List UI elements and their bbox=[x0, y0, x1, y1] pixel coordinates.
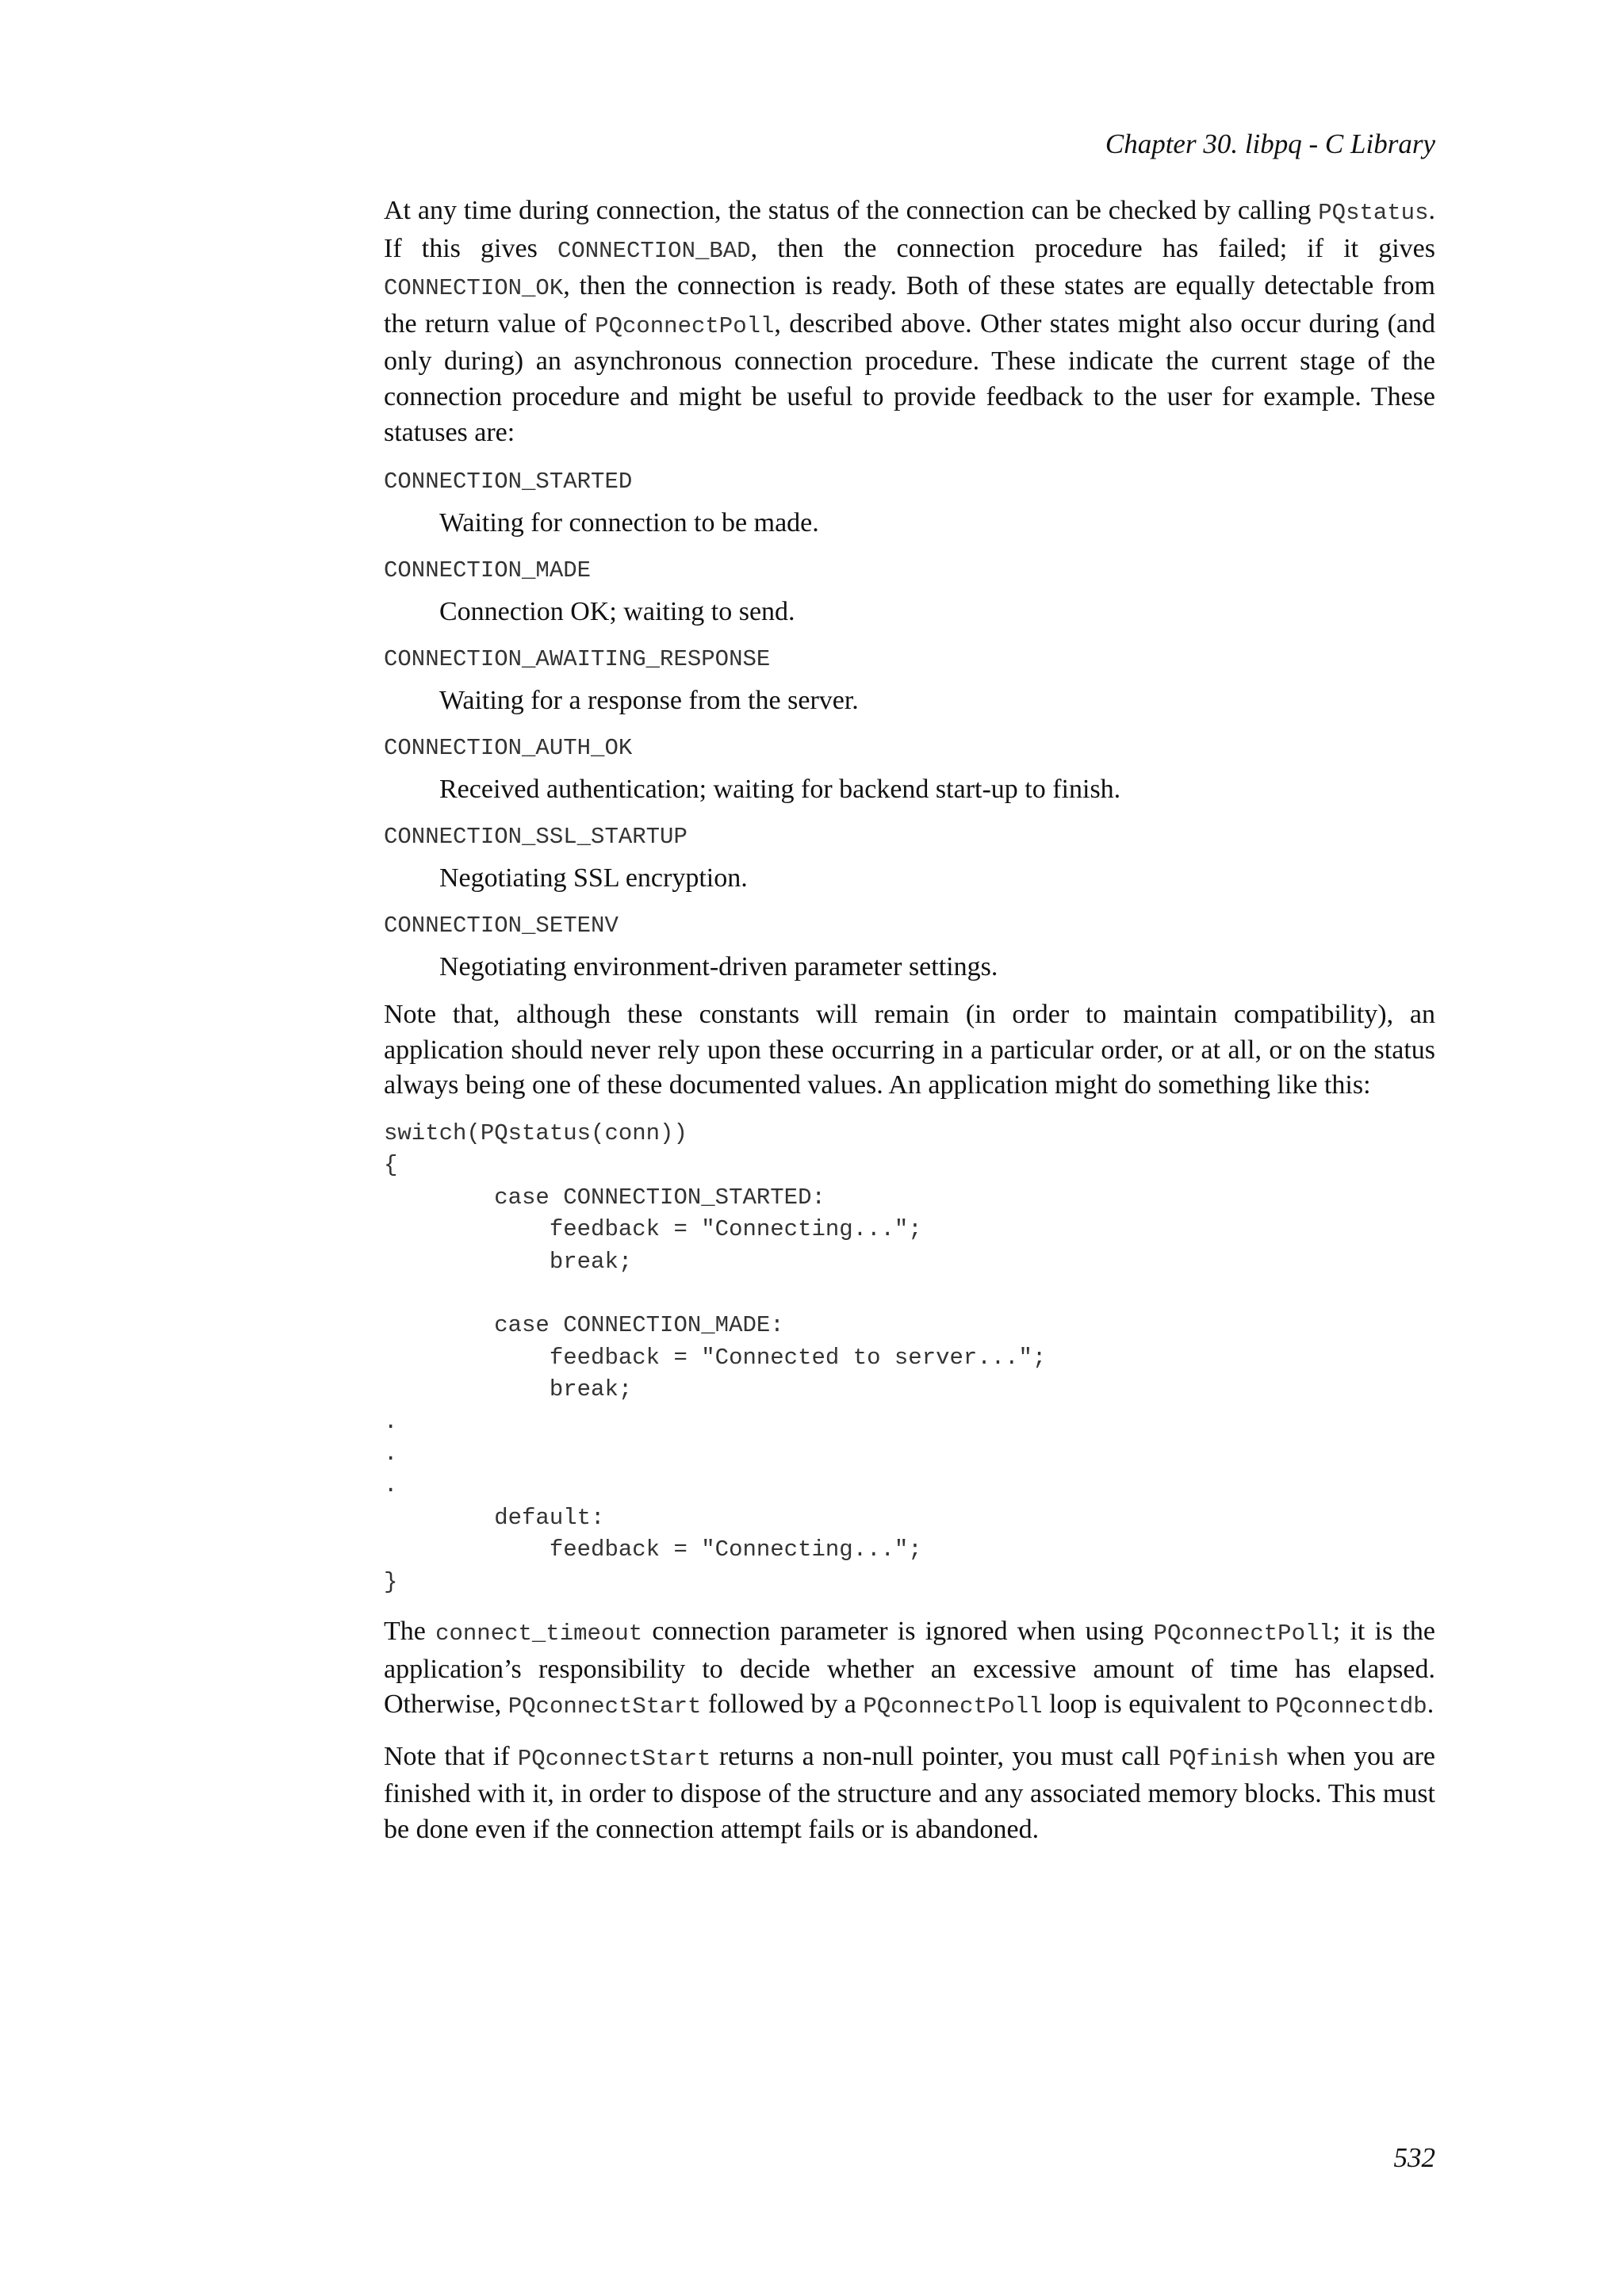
intro-text-2: . If this gives bbox=[384, 196, 1435, 263]
pqfinish-code: PQfinish bbox=[1168, 1745, 1279, 1772]
timeout-text-5: loop is equivalent to bbox=[1042, 1689, 1276, 1720]
pqstatus-code: PQstatus bbox=[1318, 200, 1429, 226]
finish-paragraph bbox=[384, 1739, 1435, 1848]
pqconnectpoll-code: PQconnectPoll bbox=[595, 312, 775, 339]
connect-timeout-code: connect_timeout bbox=[435, 1621, 643, 1647]
status-term: CONNECTION_SSL_STARTUP bbox=[384, 824, 688, 851]
status-list bbox=[384, 465, 1435, 985]
status-description: Negotiating SSL encryption. bbox=[439, 863, 748, 894]
status-term: CONNECTION_MADE bbox=[384, 557, 592, 584]
status-term: CONNECTION_AWAITING_RESPONSE bbox=[384, 646, 771, 673]
pqconnectpoll-code: PQconnectPoll bbox=[1153, 1621, 1333, 1647]
code-example: switch(PQstatus(conn)) { case CONNECTION_STARTED: feedback = "Connecting..."; break; case CONNECTION_MADE: feedback = "Connected to server..."; break; . . . default: feedback = "Connecting..."; } bbox=[384, 1119, 1047, 1595]
finish-text-3: when you are finished with it, in order to dispose of the structure and any associated memory blocks. This must be done even if the connection attempt fails or is abandoned. bbox=[384, 1741, 1435, 1844]
page-number: 532 bbox=[1393, 2142, 1435, 2173]
timeout-text-6: . bbox=[1427, 1689, 1434, 1720]
timeout-text-1: The bbox=[384, 1617, 436, 1647]
status-description: Waiting for a response from the server. bbox=[439, 686, 859, 716]
pqconnectstart-code: PQconnectStart bbox=[517, 1745, 711, 1772]
intro-text-4: , then the connection is ready. Both of these states are equally detectable from the return value of bbox=[384, 271, 1435, 339]
finish-text-2: returns a non-null pointer, you must call bbox=[710, 1741, 1169, 1771]
status-description: Negotiating environment-driven parameter settings. bbox=[439, 952, 998, 982]
timeout-paragraph bbox=[384, 1614, 1435, 1725]
finish-text-1: Note that if bbox=[384, 1741, 518, 1771]
connection-ok-code: CONNECTION_OK bbox=[384, 275, 564, 302]
timeout-text-4: followed by a bbox=[701, 1689, 864, 1720]
status-term: CONNECTION_AUTH_OK bbox=[384, 735, 633, 762]
intro-text-1: At any time during connection, the status of the connection can be checked by calling bbox=[384, 196, 1319, 225]
page-body bbox=[384, 193, 1435, 1862]
status-description: Received authentication; waiting for backend start-up to finish. bbox=[439, 775, 1121, 805]
intro-paragraph bbox=[384, 193, 1435, 450]
status-description: Waiting for connection to be made. bbox=[439, 508, 819, 538]
pqconnectdb-code: PQconnectdb bbox=[1275, 1693, 1427, 1720]
status-description: Connection OK; waiting to send. bbox=[439, 597, 795, 627]
pqconnectpoll-code: PQconnectPoll bbox=[863, 1693, 1043, 1720]
running-header: Chapter 30. libpq - C Library bbox=[1105, 128, 1435, 159]
status-term: CONNECTION_STARTED bbox=[384, 469, 633, 496]
intro-text-5: , described above. Other states might also occur during (and only during) an asynchronous connection procedure. These indicate the current stage of the connection procedure and might be useful to provide feedback to the user for example. These statuses are: bbox=[384, 308, 1435, 447]
status-term: CONNECTION_SETENV bbox=[384, 913, 619, 939]
connection-bad-code: CONNECTION_BAD bbox=[557, 237, 751, 264]
intro-text-3: , then the connection procedure has failed; if it gives bbox=[750, 233, 1435, 263]
pqconnectstart-code: PQconnectStart bbox=[508, 1693, 702, 1720]
compatibility-note: Note that, although these constants will remain (in order to maintain compatibility), an application should never rely upon these occurring in a particular order, or at all, or on the status always being one of these documented values. An application might do something like this: bbox=[384, 1000, 1435, 1100]
timeout-text-3: ; it is the application’s responsibility to decide whether an excessive amount of time has elapsed. Otherwise, bbox=[384, 1617, 1435, 1720]
timeout-text-2: connection parameter is ignored when using bbox=[642, 1617, 1154, 1647]
